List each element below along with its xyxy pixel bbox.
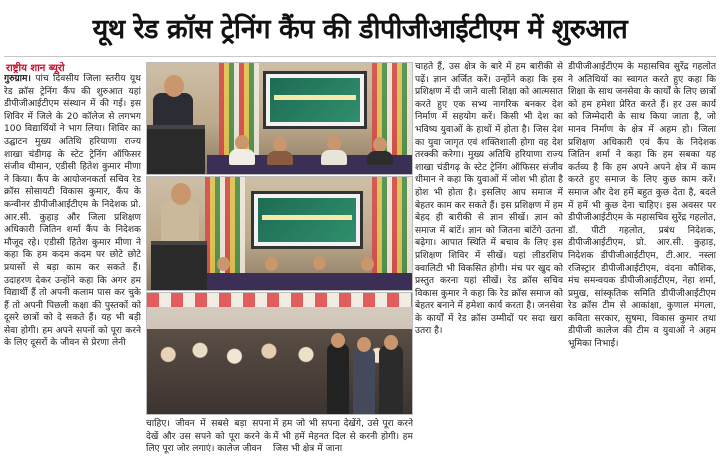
byline: राष्ट्रीय शान ब्यूरो: [6, 63, 65, 74]
guest-figure: [321, 150, 347, 165]
dateline: गुरुग्राम।: [4, 74, 31, 84]
guest-head: [361, 257, 374, 271]
guest-head: [235, 135, 249, 150]
dais-table: [207, 273, 413, 291]
guest-head: [357, 337, 371, 352]
projector-screen: [251, 191, 363, 249]
guest-head: [373, 137, 387, 152]
standing-figure: [353, 347, 375, 415]
podium-icon: [147, 125, 205, 175]
guest-head: [265, 257, 278, 271]
podium-icon: [151, 241, 207, 291]
guest-head: [384, 335, 398, 350]
standing-figure: [327, 343, 349, 415]
projector-screen: [263, 71, 367, 129]
speaker-head: [164, 75, 184, 97]
guest-head: [327, 136, 341, 151]
speaker-head: [171, 183, 191, 205]
guest-head: [273, 137, 287, 152]
article-column-4: डीपीजीआईटीएम के महासचिव सुरेंद्र गहलोत ने अतिथियों का स्वागत करते हुए कहा कि शिक्षा के साथ जनसेवा के कार्यों के लिए छात्रों को हम हमेशा प्रेरित करते हैं। हर उस कार्य को जिम्मेदारी के साथ किया जाता है, जो मानव निर्माण के क्षेत्र में अहम हो। जिला प्रशिक्षण अधिकारी एवं कैंप के निदेशक जितिन शर्मा ने कहा कि हम सबका यह कर्तव्य है कि हम अपने अपने क्षेत्र में काम करते हुए समाज के लिए कुछ काम करें। समाज और देश हमें बहुत कुछ देता है, बदले में हमें भी कुछ देना चाहिए। इस अवसर पर डीपीजीआईटीएम के महासचिव सुरेंद्र गहलोत, डॉ. पीटी गहलोत, प्रबंध निदेशक, डीपीजीआईटीएम, प्रो. आर.सी. कुहाड़, निदेशक डीपीजीआईटीएम, टी.आर. नस्ला रजिस्ट्रार डीपीजीआईटीएम, वंदना कौशिक, मंच समन्वयक डीपीजीआईटीएम, नेहा शर्मा, प्रमुख, सांस्कृतिक समिति डीपीजीआईटीएम रेड क्रॉस टीम से आकांक्षा, कुणाल मंगला, कविता सरकार, सुषमा, विकास कुमार तथा डीपीजी कालेज की टीम व युवाओं ने अहम भूमिका निभाई।: [568, 62, 716, 350]
photo-group: [146, 292, 413, 415]
photo-speaker-middle: [146, 176, 413, 291]
bunting-decoration-icon: [147, 293, 412, 307]
article-column-3: चाहते हैं, उस क्षेत्र के बारे में हम बारीकी से पढ़ें। ज्ञान अर्जित करें। उन्होंने कहा कि इस प्रशिक्षण में दी जाने वाली शिक्षा को आत्मसात करते हुए एक सभ्य नागरिक बनकर देश निर्माण में सहयोग करें। किसी भी देश का भविष्य युवाओं के हाथों में होता है। जिस देश का युवा जागृत एवं शक्तिशाली होगा वह देश तरक्की करेगा। मुख्य अतिथि हरियाणा राज्य शाखा चंडीगढ़ के स्टेट ट्रेनिंग ऑफिसर संजीव धीमान ने कहा कि युवाओं में जोश भी होता है होश भी होता है। इसलिए आप समाज में बेहतर काम कर सकते हैं। इस प्रशिक्षण में हम बेहद ही बारीकी से ज्ञान सीखें। ज्ञान को समाज में बांटें। ज्ञान को जितना बांटेंगे उतना बढ़ेगा। आपात स्थिति में बचाव के लिए इस प्रशिक्षण शिविर में सीखें। यहां लीडरशिप क्वालिटी भी विकसित होगी। मंच पर खुद को प्रस्तुत करना यहां सीखें। रेड क्रॉस सचिव विकास कुमार ने कहा कि रेड क्रॉस समाज को बेहतर बनाने में हमेशा कार्य करता है। जनसेवा के कार्यों में रेड क्रॉस उम्मीदों पर सदा खरा उतरा है।: [415, 62, 563, 337]
photo-speaker-top: [146, 62, 413, 175]
guest-head: [331, 333, 345, 348]
headline-divider: [4, 56, 716, 57]
guest-head: [313, 256, 326, 270]
article-column-1: [4, 73, 141, 465]
guest-figure: [367, 151, 393, 165]
guest-figure: [229, 149, 255, 165]
under-photo-text-1: चाहिए। जीवन में सबसे बड़ा सपना देखें और उस सपने को पूरा करने के लिए पूरा जोर लगाएं। कालेज जीवन: [146, 419, 271, 455]
column-1-text: पांच दिवसीय जिला स्तरीय यूथ रेड क्रॉस ट्रेनिंग कैंप की शुरुआत यहां डीपीजीआईटीएम संस्थान में की गई। इस शिविर में जिले के 20 कॉलेज से लगभग 100 विद्यार्थियों ने भाग लिया। शिविर का उद्घाटन मुख्य अतिथि हरियाणा राज्य शाखा चंडीगढ़ के स्टेट ट्रेनिंग ऑफिसर संजीव धीमान, एडीसी हितेश कुमार मीणा ने किया। कैंप के आयोजनकर्ता सचिव रेड क्रॉस सोसायटी विकास कुमार, कैंप के कन्वीनर डीपीजीआईटीएम के निदेशक प्रो. आर.सी. कुहाड़ और जिला प्रशिक्षण अधिकारी जितिन शर्मा कैंप के निदेशक मौजूद रहे। एडीसी हितेश कुमार मीणा ने कहा कि हम कदम कदम पर छोटे छोटे प्रयासों से बड़ा काम कर सकते हैं। उदाहरण देकर उन्होंने कहा कि अगर हम विद्यार्थी हैं तो अपनी कलाम पास कर चुके हैं तो अपनी पिछली कक्षा की पुस्तकों को दूसरे छात्रों को दे सकते हैं। यह भी बड़ी सेवा होगी। हम अपने सपनों को पूरा करने के लिए दूसरों के जीवन से प्रेरणा लेनी: [4, 74, 141, 349]
headline: यूथ रेड क्रॉस ट्रेनिंग कैंप की डीपीजीआईटीएम में शुरुआत: [92, 14, 628, 45]
under-photo-text-2: में हम जो भी सपना देखेंगे, उसे पूरा करने में भी हमें मेहनत दिल से करनी होगी। हम जिस भी क्षेत्र में जाना: [273, 419, 413, 455]
guest-head: [217, 257, 230, 271]
standing-figure: [379, 345, 403, 415]
guest-figure: [267, 151, 293, 165]
